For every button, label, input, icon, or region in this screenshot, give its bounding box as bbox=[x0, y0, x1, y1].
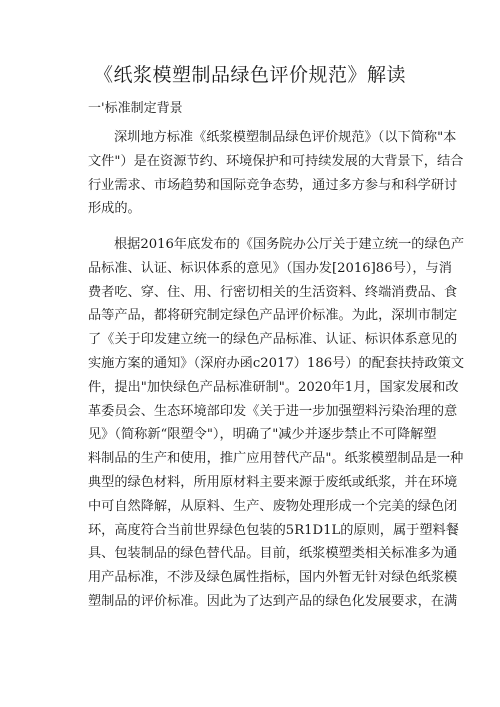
paragraph-line: 用产品标准，不涉及绿色属性指标，国内外暂无针对绿色纸浆模 bbox=[88, 570, 458, 586]
document-title: 《纸浆模塑制品绿色评价规范》解读 bbox=[93, 64, 406, 86]
paragraph-line: 行业需求、市场趋势和国际竞争态势，通过多方参与和科学研讨 bbox=[88, 177, 458, 193]
paragraph-line: 革委员会、生态环境部印发《关于进一步加强塑料污染治理的意 bbox=[88, 403, 458, 419]
paragraph-line: 中可自然降解，从原料、生产、废物处理形成一个完美的绿色闭 bbox=[88, 498, 458, 514]
paragraph-line: 具、包装制品的绿色替代品。目前，纸浆模塑类相关标准多为通 bbox=[88, 546, 458, 562]
paragraph-line: 了《关于印发建立统一的绿色产品标准、认证、标识体系意见的 bbox=[88, 332, 458, 348]
section-heading: 一'标准制定背景 bbox=[88, 101, 183, 116]
paragraph-line: 环，高度符合当前世界绿色包装的5R1D1L的原则，属于塑料餐 bbox=[88, 522, 459, 538]
paragraph-line: 费者吃、穿、住、用、行密切相关的生活资料、终端消费品、食 bbox=[88, 284, 458, 300]
paragraph-line: 形成的。 bbox=[88, 201, 141, 217]
paragraph-line: 深圳地方标准《纸浆模塑制品绿色评价规范》（以下简称"本 bbox=[114, 130, 457, 145]
paragraph-background-intro bbox=[88, 126, 464, 221]
paragraph-line: 根据2016年底发布的《国务院办公厅关于建立统一的绿色产 bbox=[114, 237, 465, 252]
paragraph-line: 实施方案的通知》（深府办函c2017）186号）的配套扶持政策文 bbox=[88, 355, 465, 371]
paragraph-line: 品标准、认证、标识体系的意见》（国办发[2016]86号），与消 bbox=[88, 260, 452, 276]
paragraph-line: 料制品的生产和使用，推广应用替代产品"。纸浆模塑制品是一种 bbox=[88, 451, 464, 467]
paragraph-line: 品等产品，都将研究制定绿色产品评价标准。为此，深圳市制定 bbox=[88, 308, 458, 324]
paragraph-line: 典型的绿色材料，所用原材料主要来源于废纸或纸浆，并在环境 bbox=[88, 474, 458, 490]
paragraph-line: 件，提出"加快绿色产品标准研制"。2020年1月，国家发展和改 bbox=[88, 379, 459, 395]
paragraph-line: 塑制品的评价标准。因此为了达到产品的绿色化发展要求，在满 bbox=[88, 593, 458, 609]
paragraph-policy-basis bbox=[88, 233, 465, 614]
paragraph-line: 文件"）是在资源节约、环境保护和可持续发展的大背景下，结合 bbox=[88, 153, 464, 169]
paragraph-line: 见》（简称新“限塑令"），明确了"减少并逐步禁止不可降解塑 bbox=[88, 427, 437, 443]
